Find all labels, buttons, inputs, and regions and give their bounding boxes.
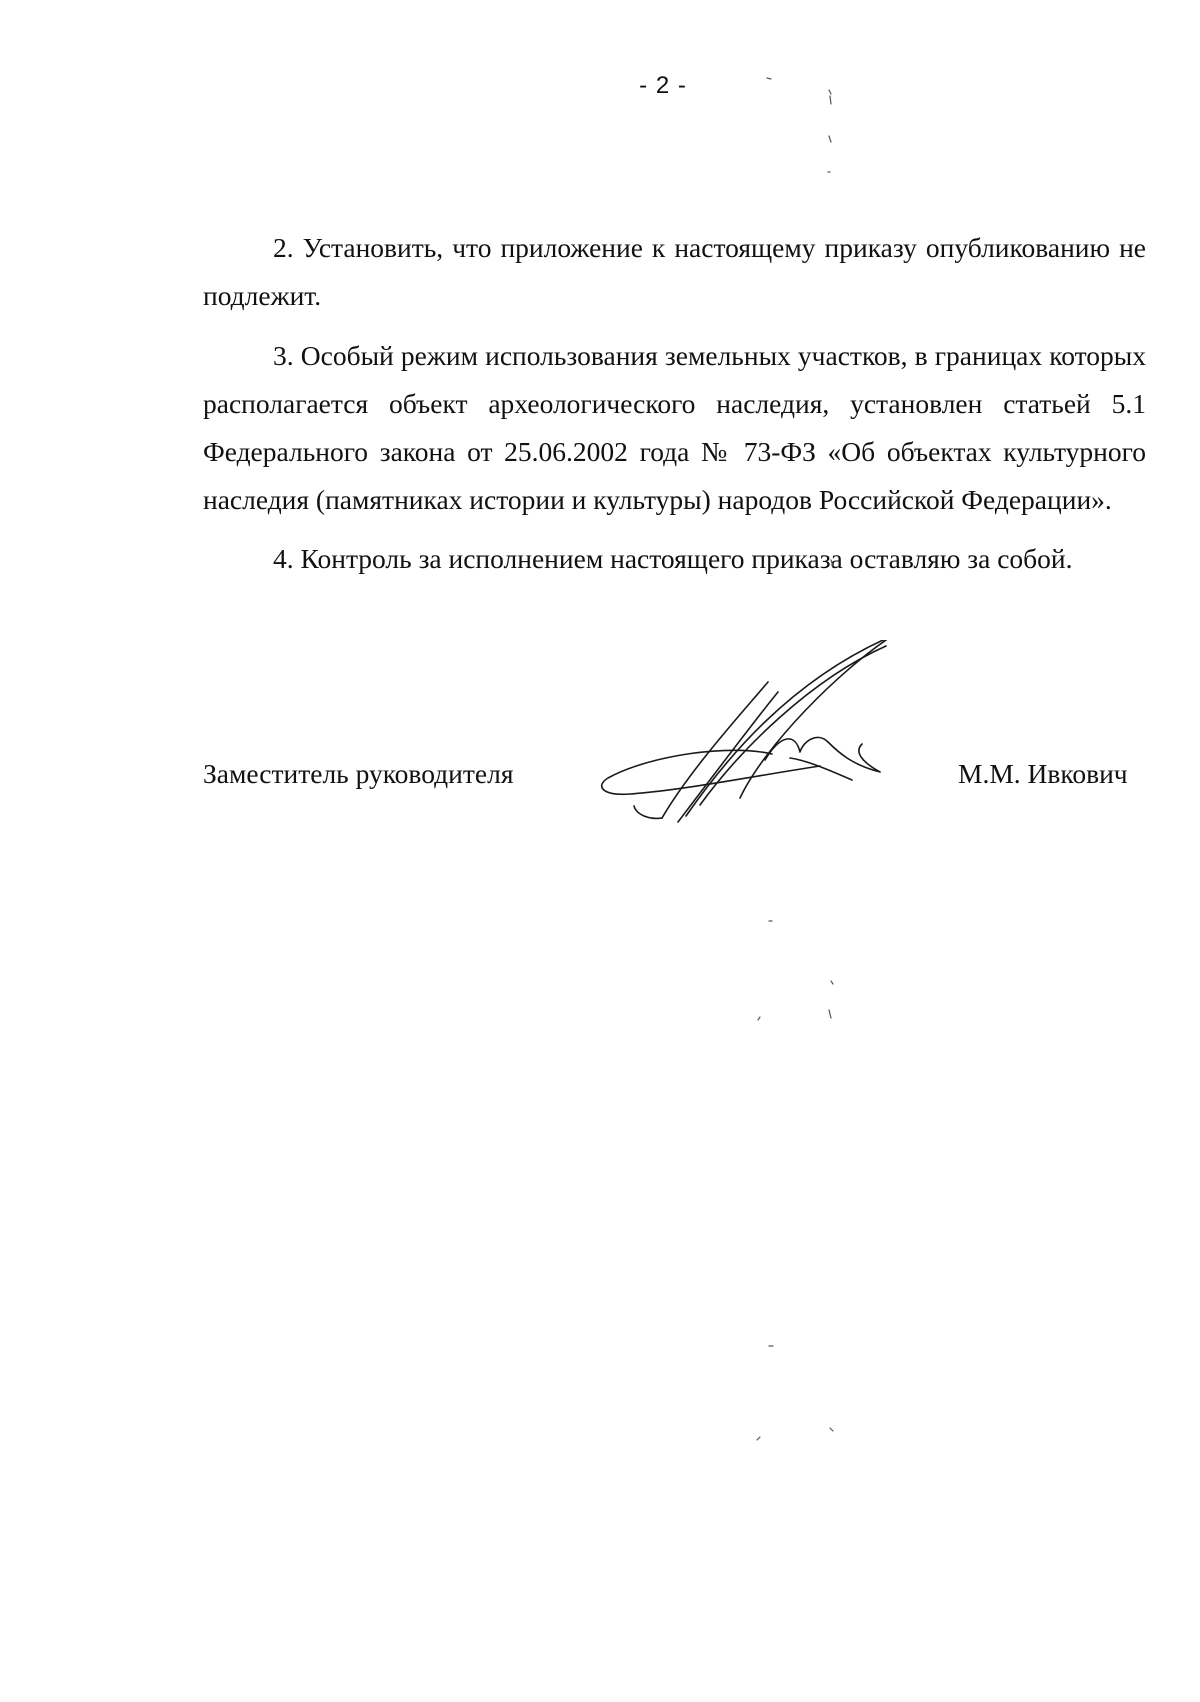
signatory-name: М.М. Ивкович [958, 758, 1128, 789]
handwritten-signature [590, 640, 910, 835]
signatory-position: Заместитель руководителя [203, 758, 514, 789]
paragraph-item-2: 2. Установить, что приложение к настоящему приказу опубликованию не подлежит. [203, 232, 1146, 311]
document-body [203, 224, 1146, 583]
paragraph-item-4: 4. Контроль за исполнением настоящего приказа оставляю за собой. [273, 543, 1073, 574]
page-number: - 2 - [639, 72, 687, 99]
paragraph-item-3: 3. Особый режим использования земельных участков, в границах которых располагается объект археологического наследия, установлен статьей 5.1 Федерального закона от 25.06.2002 года № 73-ФЗ «Об объектах культурного наследия (памятниках истории и культуры) народов Российской Федерации». [203, 340, 1146, 515]
